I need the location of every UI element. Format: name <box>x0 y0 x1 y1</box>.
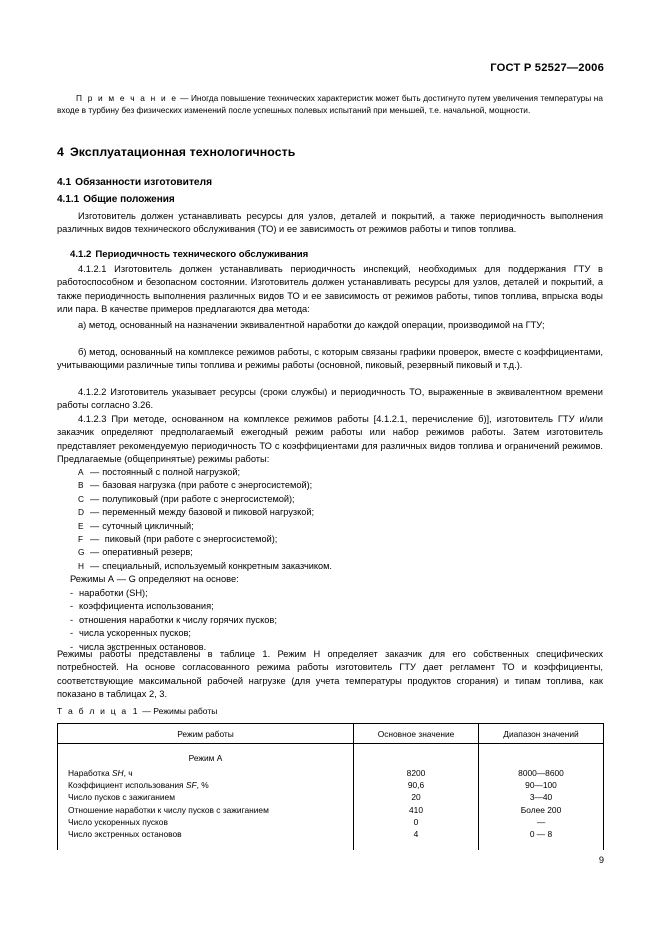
list-item <box>78 533 332 546</box>
label-text: Число экстренных остановов <box>68 829 182 840</box>
table-row <box>58 767 604 779</box>
list-item <box>70 627 277 640</box>
list-item-label: числа ускоренных пусков; <box>79 628 192 639</box>
list-item <box>78 560 332 573</box>
operating-modes-list <box>78 466 332 573</box>
note-label: П р и м е ч а н и е <box>76 93 178 103</box>
list-item <box>78 493 332 506</box>
label-symbol: SF <box>185 780 197 791</box>
mode-letter: D <box>78 507 84 518</box>
mode-dash: — <box>90 480 100 491</box>
list-item-label: отношения наработки к числу горячих пусков; <box>79 614 277 625</box>
mode-text: оперативный резерв; <box>102 547 193 558</box>
table-cell-label <box>58 816 354 828</box>
page-number: 9 <box>598 855 604 865</box>
note-paragraph <box>57 92 603 116</box>
heading-4-1-1-number: 4.1.1 <box>57 194 80 205</box>
table-row <box>58 804 604 816</box>
modes-basis-list <box>70 587 277 654</box>
dash-bullet: - <box>70 614 74 625</box>
mode-letter: Н <box>78 560 84 571</box>
heading-4-1-2-number: 4.1.2 <box>70 249 92 260</box>
table-cell-empty <box>479 840 604 850</box>
table-header-row <box>58 724 604 744</box>
table-caption <box>57 706 217 716</box>
table-cell-label <box>58 828 354 840</box>
heading-section-4-number: 4 <box>57 145 64 159</box>
table-row <box>58 828 604 840</box>
heading-4-1-number: 4.1 <box>57 177 72 188</box>
mode-dash: — <box>90 520 100 531</box>
mode-text: суточный цикличный; <box>102 520 194 531</box>
table-cell-main-value: 0 <box>354 816 479 828</box>
label-text: Число пусков с зажиганием <box>68 792 175 803</box>
table-cell-empty <box>58 840 354 850</box>
table-caption-title: — Режимы работы <box>142 706 218 716</box>
paragraph-4-1-2-1: 4.1.2.1 Изготовитель должен устанавливать периодичность инспекций, необходимых для поддержания ГТУ в работоспособном и безопасном состоянии. Изготовитель должен устанавливать ресурсы для узлов, деталей и покрытий, а также периодичность выполнения различных видов ТО и ее зависимость от режимов работы, типов топлива, впрыска воды или пара. В качестве примеров предлагаются два метода: <box>57 264 603 315</box>
mode-letter: G <box>78 547 85 558</box>
table-row-spacer <box>58 840 604 850</box>
mode-text: переменный между базовой и пиковой нагрузкой; <box>102 507 315 518</box>
heading-section-4-title: Эксплуатационная технологичность <box>69 145 296 159</box>
heading-4-1-1-title: Общие положения <box>83 194 175 205</box>
mode-letter: Е <box>78 520 84 531</box>
mode-dash: — <box>90 493 100 504</box>
table-row <box>58 791 604 803</box>
table-header-cell-value-range: Диапазон значений <box>479 724 604 744</box>
label-symbol: SH <box>111 768 124 778</box>
mode-text: пиковый (при работе с энергосистемой); <box>102 534 278 545</box>
dash-bullet: - <box>70 641 74 652</box>
table-cell-value-range: 90—100 <box>479 779 604 791</box>
table-cell-main-value: 90,6 <box>354 779 479 791</box>
mode-text: полупиковый (при работе с энергосистемой); <box>102 493 295 504</box>
table-group-cell-empty <box>479 744 604 768</box>
mode-letter: С <box>78 493 84 504</box>
note-text: — Иногда повышение технических характеристик может быть достигнуто путем увеличения температуры на входе в турбину без физических изменений после успешных полевых испытаний при меньшей, т.е. начальной, мощности. <box>57 93 603 116</box>
label-text: Наработка <box>68 768 112 778</box>
table-cell-main-value: 4 <box>354 828 479 840</box>
mode-dash: — <box>90 467 100 477</box>
table-caption-number: 1 <box>132 706 138 716</box>
list-item <box>70 600 277 613</box>
table-1-operating-modes <box>57 723 603 850</box>
list-item <box>78 506 332 519</box>
mode-dash: — <box>90 534 100 545</box>
mode-dash: — <box>90 560 100 571</box>
table-cell-empty <box>354 840 479 850</box>
list-item-label: коэффициента использования; <box>79 601 214 612</box>
table-group-label: Режим А <box>58 744 354 768</box>
list-item <box>78 546 332 559</box>
paragraph-4-1-1-body: Изготовитель должен устанавливать ресурсы для узлов, деталей и покрытий, а также периодичность выполнения различных видов технического обслуживания (ТО) и ее зависимость от режимов работы и типов топлива. <box>57 211 603 235</box>
heading-4-1-1 <box>57 194 175 205</box>
table-caption-word: Т а б л и ц а <box>57 706 128 716</box>
mode-letter: F <box>78 534 84 545</box>
table-cell-value-range: 3—40 <box>479 791 604 803</box>
list-item <box>78 466 332 479</box>
dash-bullet: - <box>70 628 74 639</box>
label-text: Отношение наработки к числу пусков с зажиганием <box>68 804 269 815</box>
heading-section-4 <box>57 145 295 159</box>
list-item <box>78 520 332 533</box>
heading-4-1 <box>57 177 212 188</box>
heading-4-1-2-title: Периодичность технического обслуживания <box>95 249 309 260</box>
table-cell-label <box>58 804 354 816</box>
table-row <box>58 779 604 791</box>
label-tail: , ч <box>123 768 133 778</box>
label-tail: , % <box>196 780 209 791</box>
dash-bullet: - <box>70 588 74 598</box>
list-item <box>70 587 277 600</box>
list-item-label: наработки (SH); <box>79 588 148 598</box>
table-cell-value-range: Более 200 <box>479 804 604 816</box>
paragraph-final: Режимы работы представлены в таблице 1. Режим Н определяет заказчик для его собственных специфических потребностей. На основе согласованного режима работы изготовитель ГТУ дает регламент ТО и коэффициенты, соответствующие максимальной рабочей нагрузке (для учета температуры продуктов сгорания) и типам топлива, как показано в таблицах 2, 3. <box>57 649 603 700</box>
table-cell-main-value: 8200 <box>354 767 479 779</box>
table-row <box>58 816 604 828</box>
mode-dash: — <box>90 507 100 518</box>
table-cell-main-value: 410 <box>354 804 479 816</box>
list-item <box>70 614 277 627</box>
table-cell-main-value: 20 <box>354 791 479 803</box>
heading-4-1-title: Обязанности изготовителя <box>75 177 213 188</box>
table-cell-label <box>58 779 354 791</box>
mode-dash: — <box>90 547 100 558</box>
table-header-cell-main-value: Основное значение <box>354 724 479 744</box>
mode-text: постоянный с полной нагрузкой; <box>102 467 241 477</box>
paragraph-4-1-2-3: 4.1.2.3 При методе, основанном на комплексе режимов работы [4.1.2.1, перечисление б)], изготовитель ГТУ и/или заказчик определяют предполагаемый ежегодный режим работы или набор режимов работы. Затем изготовитель представляет рекомендуемую периодичность ТО с коэффициентами для различных видов топлива и ограничений режимов. Предлагаемые (общепринятые) режимы работы: <box>57 414 603 465</box>
table-cell-label <box>58 767 354 779</box>
table-cell-value-range: 8000—8600 <box>479 767 604 779</box>
list-item-label: числа экстренных остановов. <box>79 641 207 652</box>
paragraph-4-1-2-2: 4.1.2.2 Изготовитель указывает ресурсы (сроки службы) и периодичность ТО, выраженные в эквивалентном времени работы согласно 3.26. <box>57 387 603 411</box>
label-text: Число ускоренных пусков <box>68 816 168 827</box>
table-cell-label <box>58 791 354 803</box>
list-item <box>78 479 332 492</box>
heading-4-1-2 <box>70 249 308 260</box>
label-text: Коэффициент использования <box>68 780 186 791</box>
modes-basis-intro: Режимы А — G определяют на основе: <box>70 574 239 584</box>
mode-text: базовая нагрузка (при работе с энергосистемой); <box>102 480 313 491</box>
running-head: ГОСТ Р 52527—2006 <box>490 62 604 74</box>
mode-letter: В <box>78 480 84 491</box>
dash-bullet: - <box>70 601 74 612</box>
table-header-cell-mode: Режим работы <box>58 724 354 744</box>
table-cell-value-range: — <box>479 816 604 828</box>
paragraph-list-item-a: а) метод, основанный на назначении эквивалентной наработки до каждой операции, производимой на ГТУ; <box>78 320 545 330</box>
mode-letter: А <box>78 467 84 477</box>
table-cell-value-range: 0 — 8 <box>479 828 604 840</box>
mode-text: специальный, используемый конкретным заказчиком. <box>102 560 332 571</box>
table-group-row <box>58 744 604 768</box>
table-group-cell-empty <box>354 744 479 768</box>
paragraph-list-item-b: б) метод, основанный на комплексе режимов работы, с которым связаны графики проверок, вместе с коэффициентами, учитывающими различные типы топлива и режимы работы (основной, пиковый, резервный пиковый и т.д.). <box>57 347 603 371</box>
